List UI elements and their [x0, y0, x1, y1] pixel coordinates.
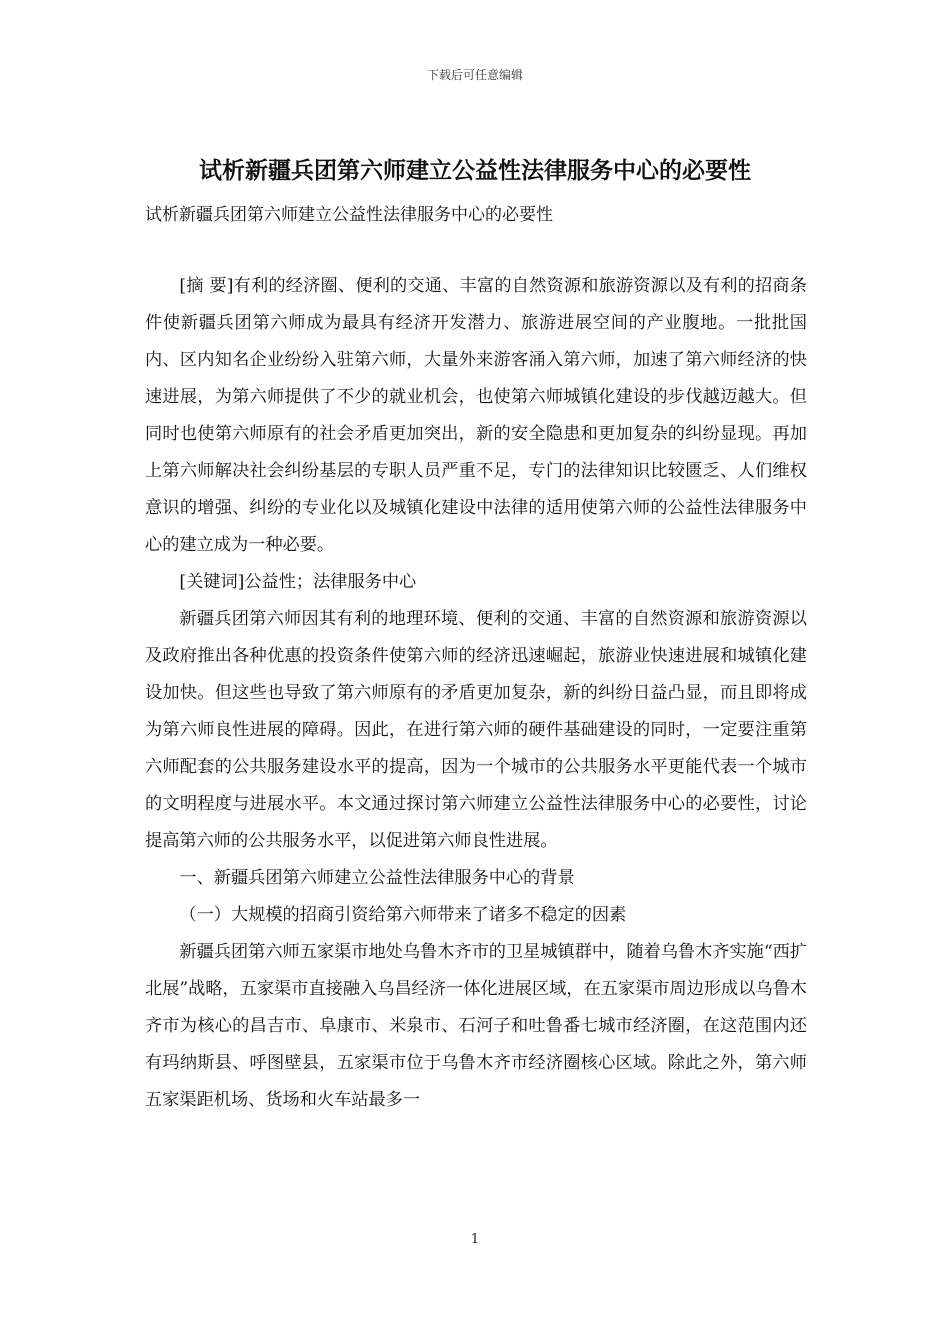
body-paragraph: 新疆兵团第六师五家渠市地处乌鲁木齐市的卫星城镇群中，随着乌鲁木齐实施“西扩北展”战略，五家渠市直接融入乌昌经济一体化进展区域，在五家渠市周边形成以乌鲁木齐市为核心的昌吉市、阜康市、米泉市、石河子和吐鲁番七城市经济圈，在这范围内还有玛纳斯县、呼图壁县，五家渠市位于乌鲁木齐市经济圈核心区域。除此之外，第六师五家渠距机场、货场和火车站最多一 [145, 942, 807, 1110]
keywords-paragraph: [关键词]公益性；法律服务中心 [179, 572, 417, 592]
page-number: 1 [470, 1232, 480, 1247]
document-body [145, 267, 807, 1119]
document-title: 试析新疆兵团第六师建立公益性法律服务中心的必要性 [199, 157, 751, 184]
section-heading: 一、新疆兵团第六师建立公益性法律服务中心的背景 [179, 868, 575, 888]
subsection-heading: （一）大规模的招商引资给第六师带来了诸多不稳定的因素 [179, 905, 627, 925]
header-note: 下载后可任意编辑 [426, 68, 523, 82]
introduction-paragraph: 新疆兵团第六师因其有利的地理环境、便利的交通、丰富的自然资源和旅游资源以及政府推出各种优惠的投资条件使第六师的经济迅速崛起，旅游业快速进展和城镇化建设加快。但这些也导致了第六师原有的矛盾更加复杂，新的纠纷日益凸显，而且即将成为第六师良性进展的障碍。因此，在进行第六师的硬件基础建设的同时，一定要注重第六师配套的公共服务建设水平的提高，因为一个城市的公共服务水平更能代表一个城市的文明程度与进展水平。本文通过探讨第六师建立公益性法律服务中心的必要性，讨论提高第六师的公共服务水平，以促进第六师良性进展。 [145, 609, 807, 851]
document-subtitle: 试析新疆兵团第六师建立公益性法律服务中心的必要性 [145, 205, 553, 225]
abstract-paragraph: [摘 要]有利的经济圈、便利的交通、丰富的自然资源和旅游资源以及有利的招商条件使新疆兵团第六师成为最具有经济开发潜力、旅游进展空间的产业腹地。一批批国内、区内知名企业纷纷入驻第六师，大量外来游客涌入第六师，加速了第六师经济的快速进展，为第六师提供了不少的就业机会，也使第六师城镇化建设的步伐越迈越大。但同时也使第六师原有的社会矛盾更加突出，新的安全隐患和更加复杂的纠纷显现。再加上第六师解决社会纠纷基层的专职人员严重不足，专门的法律知识比较匮乏、人们维权意识的增强、纠纷的专业化以及城镇化建设中法律的适用使第六师的公益性法律服务中心的建立成为一种必要。 [145, 276, 807, 555]
